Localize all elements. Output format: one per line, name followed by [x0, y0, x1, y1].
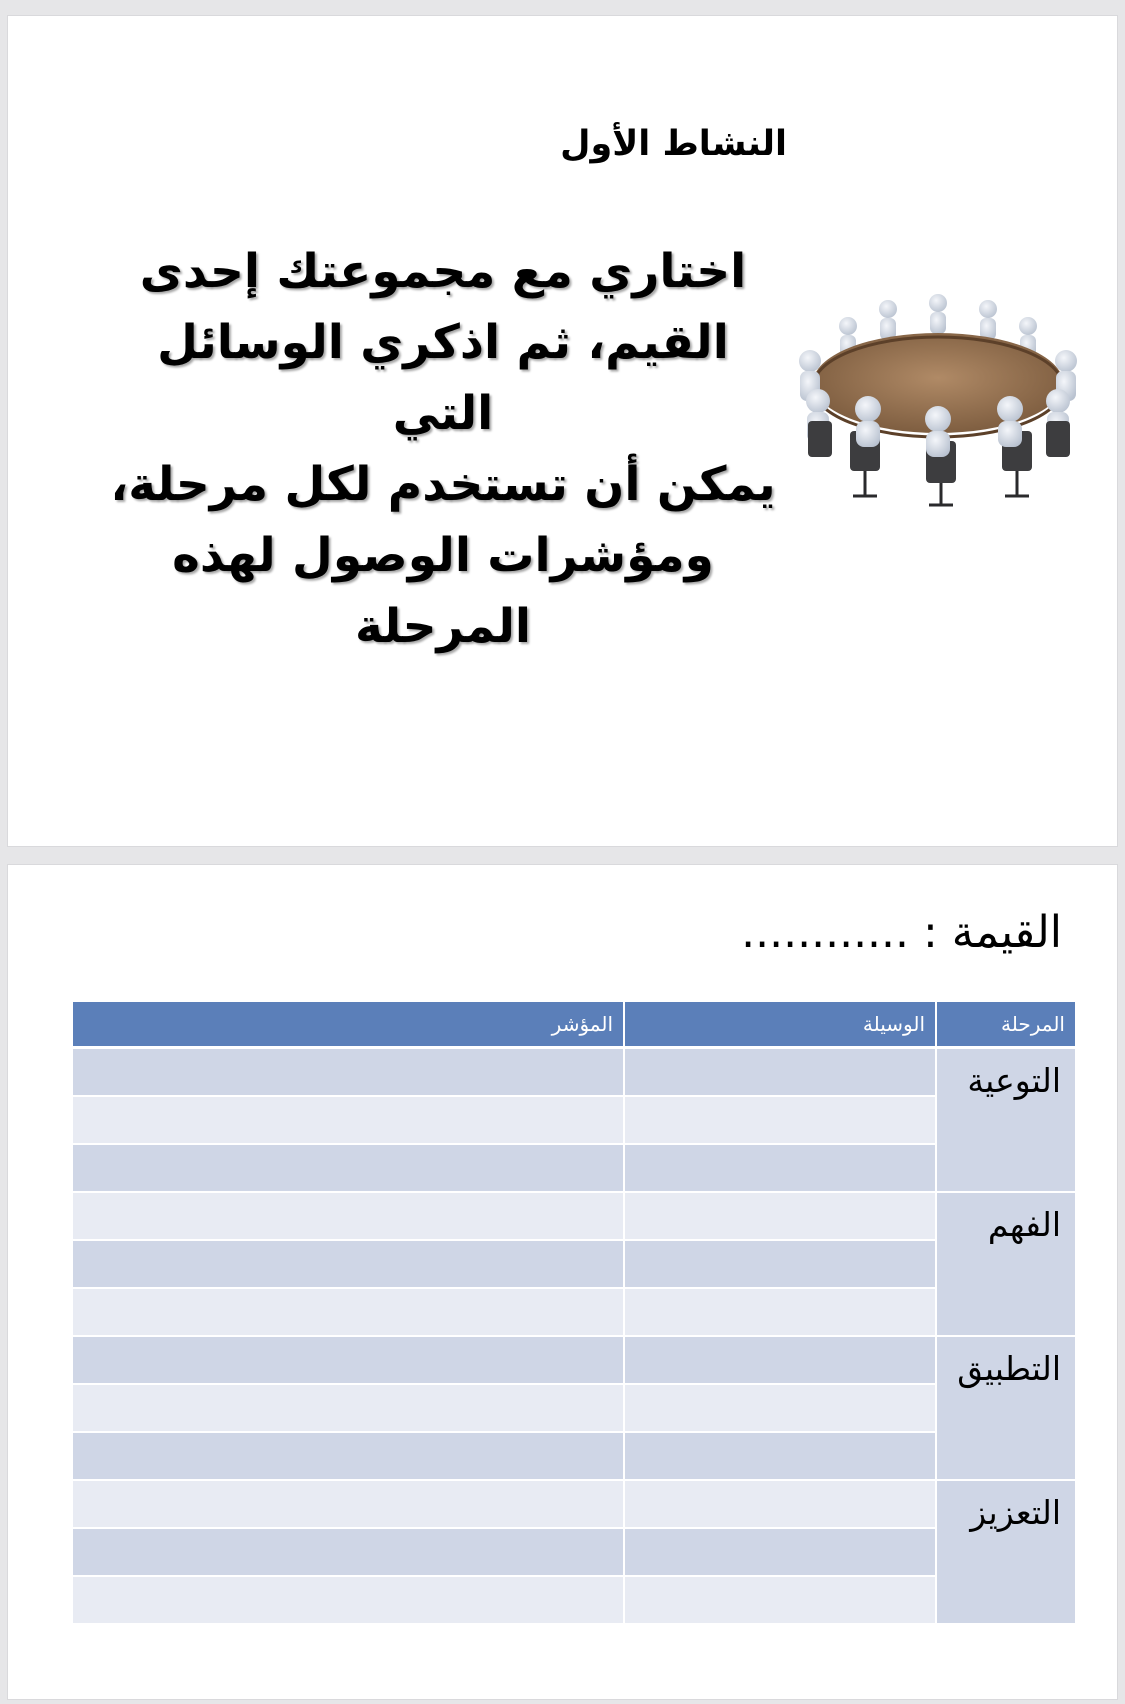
means-cell[interactable] [624, 1048, 936, 1097]
header-indicator: المؤشر [73, 1002, 624, 1048]
indicator-cell[interactable] [73, 1240, 624, 1288]
slide-value-table [7, 864, 1118, 1700]
indicator-cell[interactable] [73, 1288, 624, 1336]
header-means: الوسيلة [624, 1002, 936, 1048]
table-row [73, 1048, 1075, 1097]
table-row [73, 1288, 1075, 1336]
indicator-cell[interactable] [73, 1096, 624, 1144]
indicator-cell[interactable] [73, 1480, 624, 1528]
means-cell[interactable] [624, 1240, 936, 1288]
meeting-round-table-icon [788, 291, 1088, 511]
indicator-cell[interactable] [73, 1576, 624, 1623]
slide-activity [7, 15, 1118, 847]
table-row [73, 1192, 1075, 1240]
means-cell[interactable] [624, 1480, 936, 1528]
table-row [73, 1576, 1075, 1623]
indicator-cell[interactable] [73, 1144, 624, 1192]
means-cell[interactable] [624, 1576, 936, 1623]
instruction-line: ومؤشرات الوصول لهذه المرحلة [172, 528, 714, 654]
table-row [73, 1432, 1075, 1480]
table-row [73, 1384, 1075, 1432]
instruction-line: يمكن أن تستخدم لكل مرحلة، [110, 457, 776, 512]
means-cell[interactable] [624, 1192, 936, 1240]
means-cell[interactable] [624, 1336, 936, 1384]
stage-awareness: التوعية [936, 1048, 1075, 1193]
header-stage: المرحلة [936, 1002, 1075, 1048]
table-row [73, 1336, 1075, 1384]
means-cell[interactable] [624, 1288, 936, 1336]
table-row [73, 1528, 1075, 1576]
means-cell[interactable] [624, 1432, 936, 1480]
instruction-line: القيم، ثم اذكري الوسائل التي [157, 315, 729, 441]
stage-reinforcement: التعزيز [936, 1480, 1075, 1623]
indicator-cell[interactable] [73, 1384, 624, 1432]
means-cell[interactable] [624, 1384, 936, 1432]
table-header-row [73, 1002, 1075, 1048]
indicator-cell[interactable] [73, 1048, 624, 1097]
indicator-cell[interactable] [73, 1528, 624, 1576]
table-row [73, 1096, 1075, 1144]
indicator-cell[interactable] [73, 1432, 624, 1480]
table-row [73, 1240, 1075, 1288]
indicator-cell[interactable] [73, 1192, 624, 1240]
means-cell[interactable] [624, 1528, 936, 1576]
table-row [73, 1480, 1075, 1528]
stage-application: التطبيق [936, 1336, 1075, 1480]
indicator-cell[interactable] [73, 1336, 624, 1384]
instruction-text [108, 236, 778, 662]
means-cell[interactable] [624, 1096, 936, 1144]
stages-table [73, 1002, 1075, 1623]
table-row [73, 1144, 1075, 1192]
means-cell[interactable] [624, 1144, 936, 1192]
instruction-line: اختاري مع مجموعتك إحدى [139, 244, 747, 299]
activity-title: النشاط الأول [560, 124, 787, 164]
value-label: القيمة : ............ [741, 907, 1062, 958]
stage-understanding: الفهم [936, 1192, 1075, 1336]
